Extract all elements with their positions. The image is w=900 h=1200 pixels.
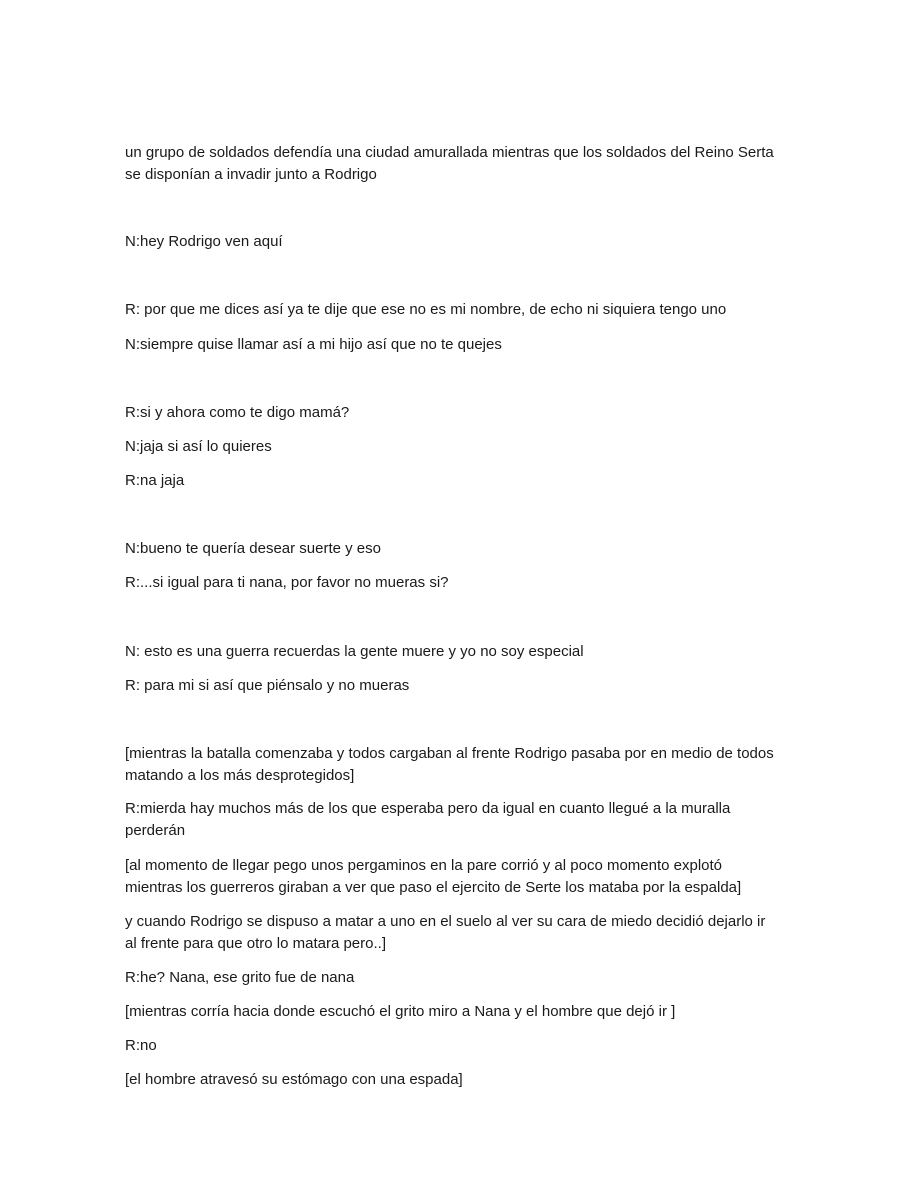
- paragraph-11: R: para mi si así que piénsalo y no mueras: [125, 677, 410, 694]
- paragraph-3: R: por que me dices así ya te dije que ese no es mi nombre, de echo ni siquiera tengo uno: [125, 301, 727, 318]
- paragraph-4: N:siempre quise llamar así a mi hijo así que no te quejes: [125, 336, 502, 353]
- paragraph-17: [mientras corría hacia donde escuchó el grito miro a Nana y el hombre que dejó ir ]: [125, 1003, 676, 1020]
- paragraph-13: R:mierda hay muchos más de los que esperaba pero da igual en cuanto llegué a la muralla perderán: [125, 800, 731, 839]
- paragraph-1: un grupo de soldados defendía una ciudad amurallada mientras que los soldados del Reino Serta se disponían a invadir junto a Rodrigo: [125, 144, 774, 183]
- paragraph-19: [el hombre atravesó su estómago con una espada]: [125, 1071, 463, 1088]
- paragraph-8: N:bueno te quería desear suerte y eso: [125, 540, 381, 557]
- paragraph-15: y cuando Rodrigo se dispuso a matar a uno en el suelo al ver su cara de miedo decidió dejarlo ir al frente para que otro lo matara pero..]: [125, 913, 766, 952]
- paragraph-5: R:si y ahora como te digo mamá?: [125, 404, 350, 421]
- paragraph-14: [al momento de llegar pego unos pergaminos en la pare corrió y al poco momento explotó mientras los guerreros giraban a ver que paso el ejercito de Serte los mataba por la espalda]: [125, 857, 742, 896]
- paragraph-7: R:na jaja: [125, 472, 185, 489]
- paragraph-18: R:no: [125, 1037, 157, 1054]
- paragraph-2: N:hey Rodrigo ven aquí: [125, 233, 283, 250]
- paragraph-9: R:...si igual para ti nana, por favor no mueras si?: [125, 574, 449, 591]
- paragraph-10: N: esto es una guerra recuerdas la gente muere y yo no soy especial: [125, 643, 584, 660]
- paragraph-6: N:jaja si así lo quieres: [125, 438, 272, 455]
- paragraph-12: [mientras la batalla comenzaba y todos cargaban al frente Rodrigo pasaba por en medio de todos matando a los más desprotegidos]: [125, 745, 774, 784]
- paragraph-16: R:he? Nana, ese grito fue de nana: [125, 969, 355, 986]
